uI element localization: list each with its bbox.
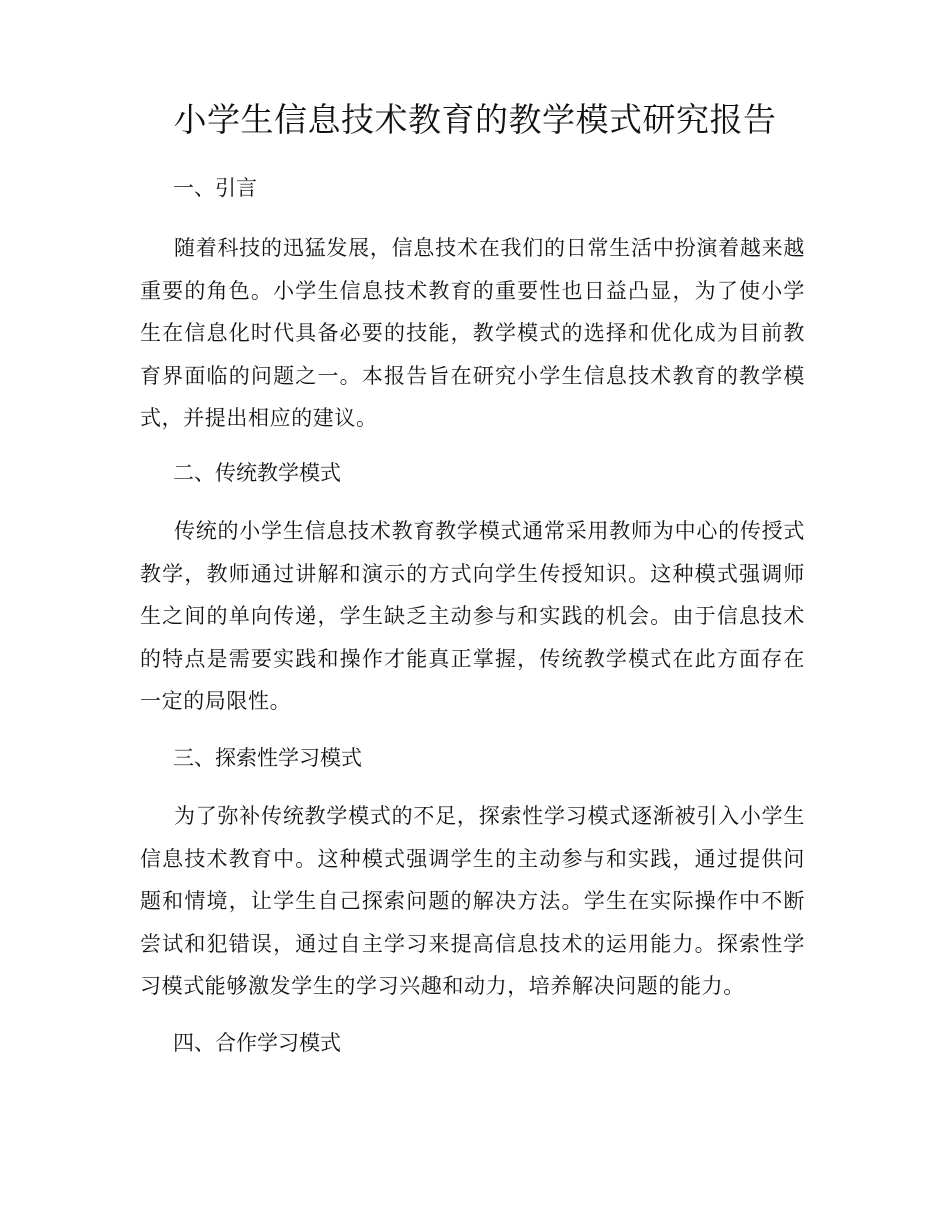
section-heading-introduction: 一、引言 — [173, 176, 257, 200]
section-paragraph-introduction: 随着科技的迅猛发展，信息技术在我们的日常生活中扮演着越来越重要的角色。小学生信息技术教育的重要性也日益凸显，为了使小学生在信息化时代具备必要的技能，教学模式的选择和优化成为目前教育界面临的问题之一。本报告旨在研究小学生信息技术教育的教学模式，并提出相应的建议。 — [140, 236, 805, 430]
section-heading-cooperative-model: 四、合作学习模式 — [173, 1031, 341, 1055]
section-paragraph-traditional-model: 传统的小学生信息技术教育教学模式通常采用教师为中心的传授式教学，教师通过讲解和演示的方式向学生传授知识。这种模式强调师生之间的单向传递，学生缺乏主动参与和实践的机会。由于信息技术的特点是需要实践和操作才能真正掌握，传统教学模式在此方面存在一定的局限性。 — [140, 519, 805, 713]
section-heading-exploratory-model: 三、探索性学习模式 — [173, 746, 362, 770]
section-paragraph-exploratory-model: 为了弥补传统教学模式的不足，探索性学习模式逐渐被引入小学生信息技术教育中。这种模式强调学生的主动参与和实践，通过提供问题和情境，让学生自己探索问题的解决方法。学生在实际操作中不断尝试和犯错误，通过自主学习来提高信息技术的运用能力。探索性学习模式能够激发学生的学习兴趣和动力，培养解决问题的能力。 — [140, 804, 805, 998]
document-title: 小学生信息技术教育的教学模式研究报告 — [173, 100, 777, 139]
section-heading-traditional-model: 二、传统教学模式 — [173, 461, 341, 485]
